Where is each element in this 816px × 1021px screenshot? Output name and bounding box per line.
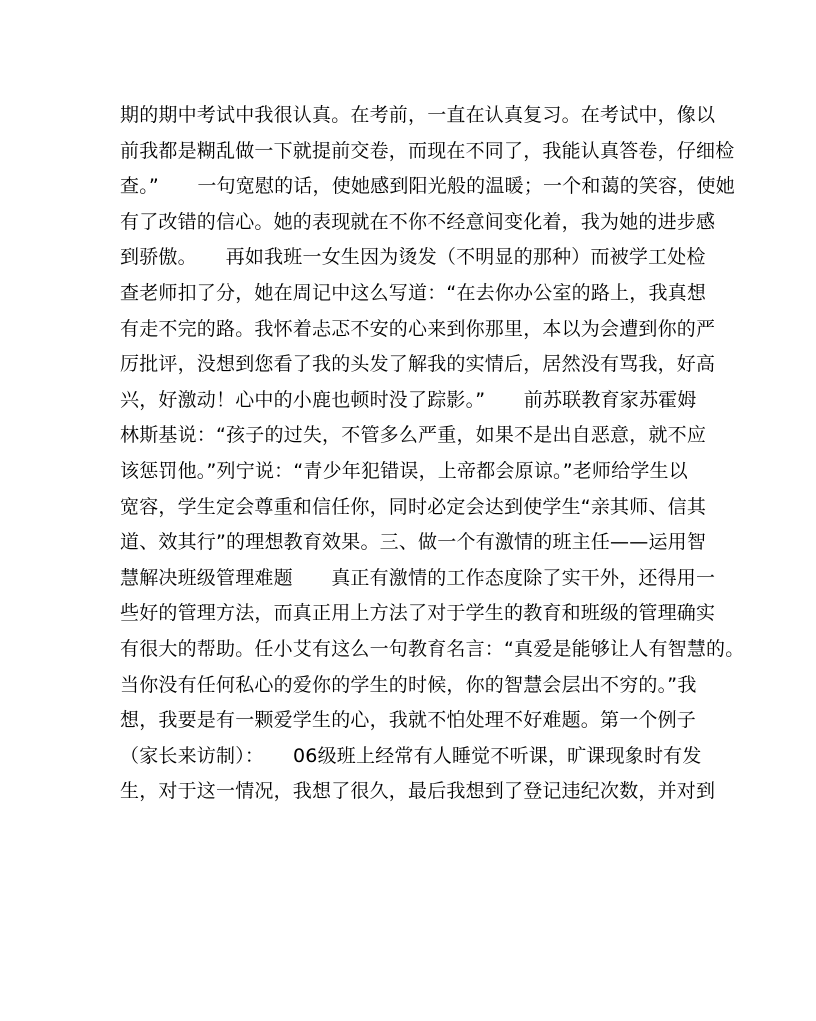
text-line: 前我都是糊乱做一下就提前交卷，而现在不同了，我能认真答卷，仔细检 [120, 139, 735, 162]
body-text [120, 98, 745, 810]
text-line: 想，我要是有一颗爱学生的心，我就不怕处理不好难题。第一个例子 [120, 709, 697, 732]
text-line: 该惩罚他。”列宁说：“青少年犯错误，上帝都会原谅。”老师给学生以 [120, 459, 688, 482]
text-line: 宽容，学生定会尊重和信任你，同时必定会达到使学生“亲其师、信其 [120, 495, 707, 518]
text-line: 有了改错的信心。她的表现就在不你不经意间变化着，我为她的进步感 [120, 210, 716, 233]
text-line: 道、效其行”的理想教育效果。三、做一个有激情的班主任——运用智 [120, 531, 707, 554]
text-line: 兴，好激动！心中的小鹿也顿时没了踪影。” 前苏联教育家苏霍姆 [120, 388, 697, 411]
text-line: 有走不完的路。我怀着忐忑不安的心来到你那里，本以为会遭到你的严 [120, 317, 716, 340]
text-line: 些好的管理方法，而真正用上方法了对于学生的教育和班级的管理确实 [120, 602, 716, 625]
text-line: 有很大的帮助。任小艾有这么一句教育名言：“真爱是能够让人有智慧的。 [120, 637, 745, 660]
text-line: 到骄傲。 再如我班一女生因为烫发（不明显的那种）而被学工处检 [120, 246, 706, 269]
text-line: 慧解决班级管理难题 真正有激情的工作态度除了实干外，还得用一 [120, 566, 716, 589]
text-line: 生，对于这一情况，我想了很久，最后我想到了登记违纪次数，并对到 [120, 780, 716, 803]
text-line: 查。” 一句宽慰的话，使她感到阳光般的温暖；一个和蔼的笑容，使她 [120, 175, 735, 198]
text-line: 厉批评，没想到您看了我的头发了解我的实情后，居然没有骂我，好高 [120, 353, 716, 376]
text-line: 期的期中考试中我很认真。在考前，一直在认真复习。在考试中，像以 [120, 104, 716, 126]
text-line: 查老师扣了分，她在周记中这么写道：“在去你办公室的路上，我真想 [120, 281, 707, 304]
text-line: 林斯基说：“孩子的过失，不管多么严重，如果不是出自恶意，就不应 [120, 424, 707, 447]
text-line: （家长来访制）： 06级班上经常有人睡觉不听课，旷课现象时有发 [120, 744, 702, 767]
text-line: 当你没有任何私心的爱你的学生的时候，你的智慧会层出不穷的。”我 [120, 673, 697, 696]
